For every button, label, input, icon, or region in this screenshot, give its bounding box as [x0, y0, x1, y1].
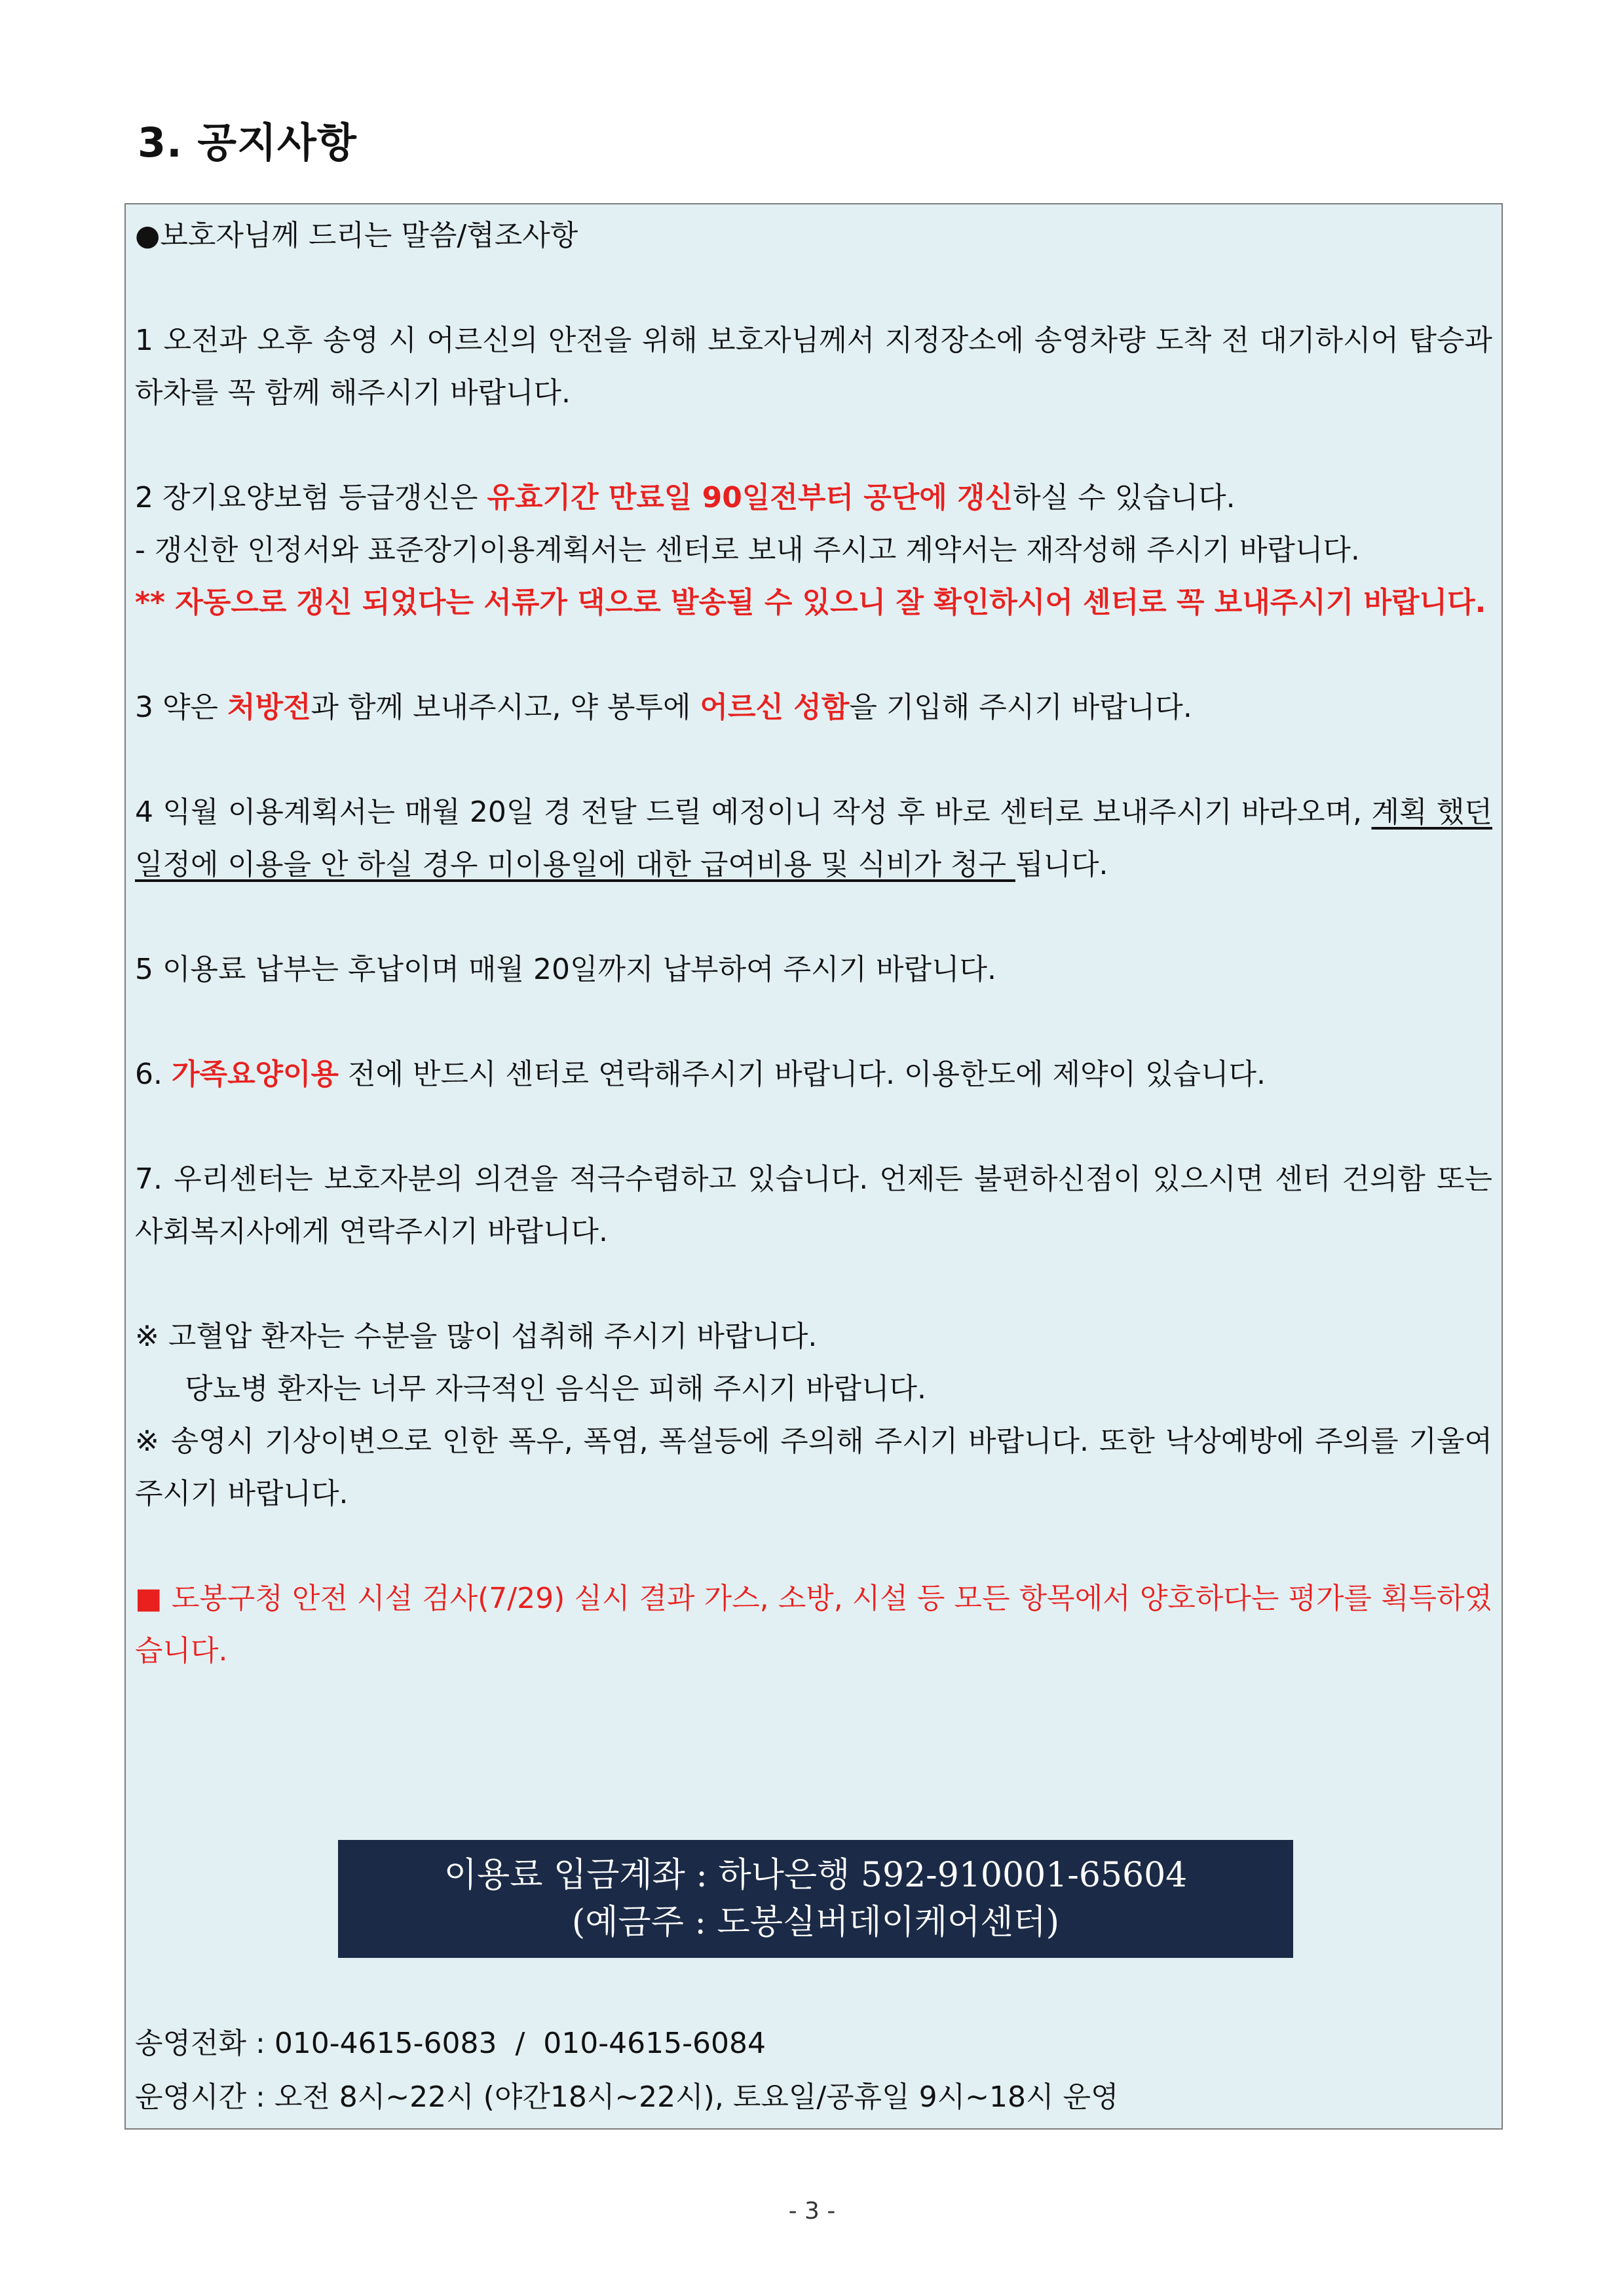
bank-account-holder: (예금주 : 도봉실버데이케어센터) [571, 1903, 1060, 1942]
item3-highlight-name: 어르신 성함 [700, 691, 850, 724]
health-note-diabetes: 당뇨병 환자는 너무 자극적인 음식은 피해 주시기 바랍니다. [185, 1372, 926, 1406]
notice-heading: ●보호자님께 드리는 말씀/협조사항 [135, 219, 578, 252]
item4-text-b: 됩니다. [1015, 848, 1108, 881]
item2-highlight: 유효기간 만료일 90일전부터 공단에 갱신 [487, 481, 1013, 514]
page-title: 3. 공지사항 [138, 119, 357, 166]
item3-text-a: 3 약은 [135, 691, 227, 724]
notice-item-2 [135, 472, 1492, 524]
notice-item-5: 5 이용료 납부는 후납이며 매월 20일까지 납부하여 주시기 바랍니다. [135, 953, 996, 986]
bank-account-banner [338, 1840, 1293, 1958]
notice-item-6 [135, 1048, 1492, 1101]
notice-item-7: 7. 우리센터는 보호자분의 의견을 적극수렴하고 있습니다. 언제든 불편하신점이 있으시면 센터 건의함 또는 사회복지사에게 연락주시기 바랍니다. [135, 1162, 1492, 1248]
weather-note: ※ 송영시 기상이변으로 인한 폭우, 폭염, 폭설등에 주의해 주시기 바랍니다. 또한 낙상예방에 주의를 기울여주시기 바랍니다. [135, 1425, 1492, 1510]
health-note-blood-pressure: ※ 고혈압 환자는 수분을 많이 섭취해 주시기 바랍니다. [135, 1320, 818, 1353]
notice-item-3 [135, 681, 1492, 734]
bank-account-line: 이용료 입금계좌 : 하나은행 592-910001-65604 [444, 1856, 1188, 1895]
notice-item-2-warning: ** 자동으로 갱신 되었다는 서류가 댁으로 발송될 수 있으니 잘 확인하시어 센터로 꼭 보내주시기 바랍니다. [135, 586, 1486, 619]
item4-underlined: 계획 했던 일정에 이용을 안 하실 경우 미이용일에 대한 급여비용 및 식비가 청구 [135, 795, 1492, 881]
page-number: - 3 - [788, 2198, 836, 2225]
item3-text-b: 과 함께 보내주시고, 약 봉투에 [311, 691, 700, 724]
notice-text [135, 210, 1492, 1677]
notice-box [124, 203, 1503, 2130]
notice-item-4 [135, 786, 1492, 891]
shuttle-phone: 송영전화 : 010-4615-6083 / 010-4615-6084 [135, 2027, 766, 2060]
notice-item-2-detail: - 갱신한 인정서와 표준장기이용계획서는 센터로 보내 주시고 계약서는 재작성해 주시기 바랍니다. [135, 533, 1360, 567]
item2-text-b: 하실 수 있습니다. [1013, 481, 1236, 514]
item6-text-b: 전에 반드시 센터로 연락해주시기 바랍니다. 이용한도에 제약이 있습니다. [339, 1058, 1266, 1091]
item6-highlight: 가족요양이용 [171, 1058, 339, 1091]
inspection-result: ■ 도봉구청 안전 시설 검사(7/29) 실시 결과 가스, 소방, 시설 등 모든 항목에서 양호하다는 평가를 획득하였습니다. [135, 1582, 1492, 1668]
item6-text-a: 6. [135, 1058, 172, 1091]
notice-item-1: 1 오전과 오후 송영 시 어르신의 안전을 위해 보호자님께서 지정장소에 송영차량 도착 전 대기하시어 탑승과 하차를 꼭 함께 해주시기 바랍니다. [135, 324, 1492, 410]
item3-highlight-prescription: 처방전 [227, 691, 311, 724]
item4-text-a: 4 익월 이용계획서는 매월 20일 경 전달 드릴 예정이니 작성 후 바로 센터로 보내주시기 바라오며, [135, 795, 1372, 829]
operating-hours: 운영시간 : 오전 8시~22시 (야간18시~22시), 토요일/공휴일 9시~18시 운영 [135, 2080, 1119, 2114]
item2-text-a: 2 장기요양보험 등급갱신은 [135, 481, 487, 514]
contact-info [135, 2017, 1492, 2124]
item3-text-c: 을 기입해 주시기 바랍니다. [849, 691, 1192, 724]
